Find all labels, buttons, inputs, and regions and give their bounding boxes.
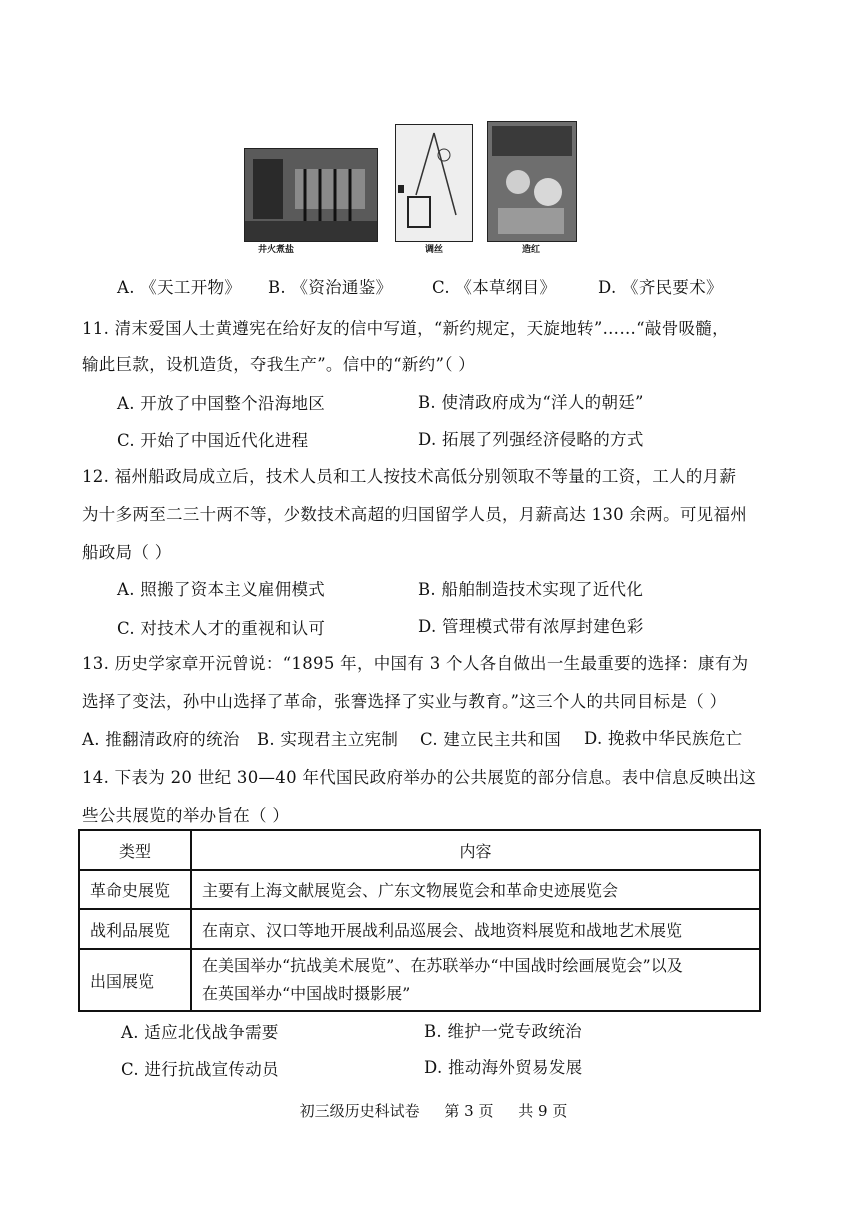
q12-stem-line2: 为十多两至二三十两不等，少数技术高超的归国留学人员，月薪高达 130 余两。可见福州 [82, 505, 748, 524]
q11-option-a: A. 开放了中国整个沿海地区 [117, 394, 326, 413]
caption-well-fire-salt: 井火煮盐 [258, 245, 295, 255]
q12-option-c: C. 对技术人才的重视和认可 [117, 619, 326, 638]
illustration-silk-reeling [395, 124, 473, 242]
footer-exam-title: 初三级历史科试卷 [299, 1102, 420, 1120]
illustration-dyeing-red [487, 121, 577, 242]
q11-option-c: C. 开始了中国近代化进程 [117, 431, 309, 450]
q14-option-b: B. 维护一党专政统治 [424, 1022, 582, 1041]
q10-option-d: D. 《齐民要术》 [598, 278, 723, 297]
table-cell-content: 在南京、汉口等地开展战利品巡展会、战地资料展览和战地艺术展览 [191, 909, 760, 949]
q13-stem-line2: 选择了变法，孙中山选择了革命，张謇选择了实业与教育。”这三个人的共同目标是（ ） [82, 692, 727, 711]
q11-stem-line2: 输此巨款，设机造货，夺我生产”。信中的“新约”（ ） [82, 355, 476, 374]
q14-stem-line2: 些公共展览的举办旨在（ ） [82, 806, 290, 825]
table-cell-type: 战利品展览 [79, 909, 191, 949]
page-footer [0, 1100, 867, 1121]
footer-total-pages: 共 9 页 [518, 1102, 568, 1120]
caption-dyeing-red: 造红 [522, 245, 541, 255]
table-row [79, 870, 760, 909]
q14-stem-line1: 14. 下表为 20 世纪 30—40 年代国民政府举办的公共展览的部分信息。表中信息反映出这 [82, 768, 757, 787]
q12-stem-line3: 船政局（ ） [82, 543, 172, 562]
q10-option-b: B. 《资治通鉴》 [268, 278, 393, 297]
q11-option-d: D. 拓展了列强经济侵略的方式 [418, 430, 644, 449]
table-cell-content: 主要有上海文献展览会、广东文物展览会和革命史迹展览会 [191, 870, 760, 909]
q11-option-b: B. 使清政府成为“洋人的朝廷” [418, 393, 644, 412]
silk-reeling-picture [396, 125, 472, 241]
table-header-type: 类型 [79, 830, 191, 870]
table-cell-content [191, 949, 760, 1011]
q10-option-a: A. 《天工开物》 [117, 278, 242, 297]
q14-option-a: A. 适应北伐战争需要 [121, 1023, 279, 1042]
caption-silk-reeling: 调丝 [425, 245, 444, 255]
table-cell-content-line1: 在美国举办“抗战美术展览”、在苏联举办“中国战时绘画展览会”以及 [202, 956, 683, 975]
table-cell-type: 出国展览 [79, 949, 191, 1011]
illustration-well-fire-salt [244, 148, 378, 242]
q12-stem-line1: 12. 福州船政局成立后，技术人员和工人按技术高低分别领取不等量的工资，工人的月薪 [82, 467, 737, 486]
dyeing-red-picture [488, 122, 576, 241]
q12-option-d: D. 管理模式带有浓厚封建色彩 [418, 617, 644, 636]
table-header-row [79, 830, 760, 870]
q14-option-c: C. 进行抗战宣传动员 [121, 1060, 279, 1079]
q13-stem-line1: 13. 历史学家章开沅曾说：“1895 年，中国有 3 个人各自做出一生最重要的选择：康有为 [82, 654, 749, 673]
table-cell-content-line2: 在英国举办“中国战时摄影展” [202, 984, 411, 1003]
q12-option-a: A. 照搬了资本主义雇佣模式 [117, 580, 326, 599]
q14-option-d: D. 推动海外贸易发展 [424, 1058, 583, 1077]
q11-stem-line1: 11. 清末爱国人士黄遵宪在给好友的信中写道，“新约规定，天旋地转”……“敲骨吸髓， [82, 319, 729, 338]
q13-option-a: A. 推翻清政府的统治 [82, 730, 240, 749]
q13-option-b: B. 实现君主立宪制 [257, 730, 399, 749]
table-row [79, 949, 760, 1011]
table-row [79, 909, 760, 949]
table-cell-type: 革命史展览 [79, 870, 191, 909]
q10-option-c: C. 《本草纲目》 [432, 278, 557, 297]
q12-option-b: B. 船舶制造技术实现了近代化 [418, 580, 644, 599]
well-fire-salt-picture [245, 149, 377, 241]
q13-option-c: C. 建立民主共和国 [420, 730, 562, 749]
table-header-content: 内容 [191, 830, 760, 870]
exhibition-table [78, 829, 761, 1012]
footer-page-number: 第 3 页 [444, 1102, 494, 1120]
q13-option-d: D. 挽救中华民族危亡 [584, 729, 743, 748]
